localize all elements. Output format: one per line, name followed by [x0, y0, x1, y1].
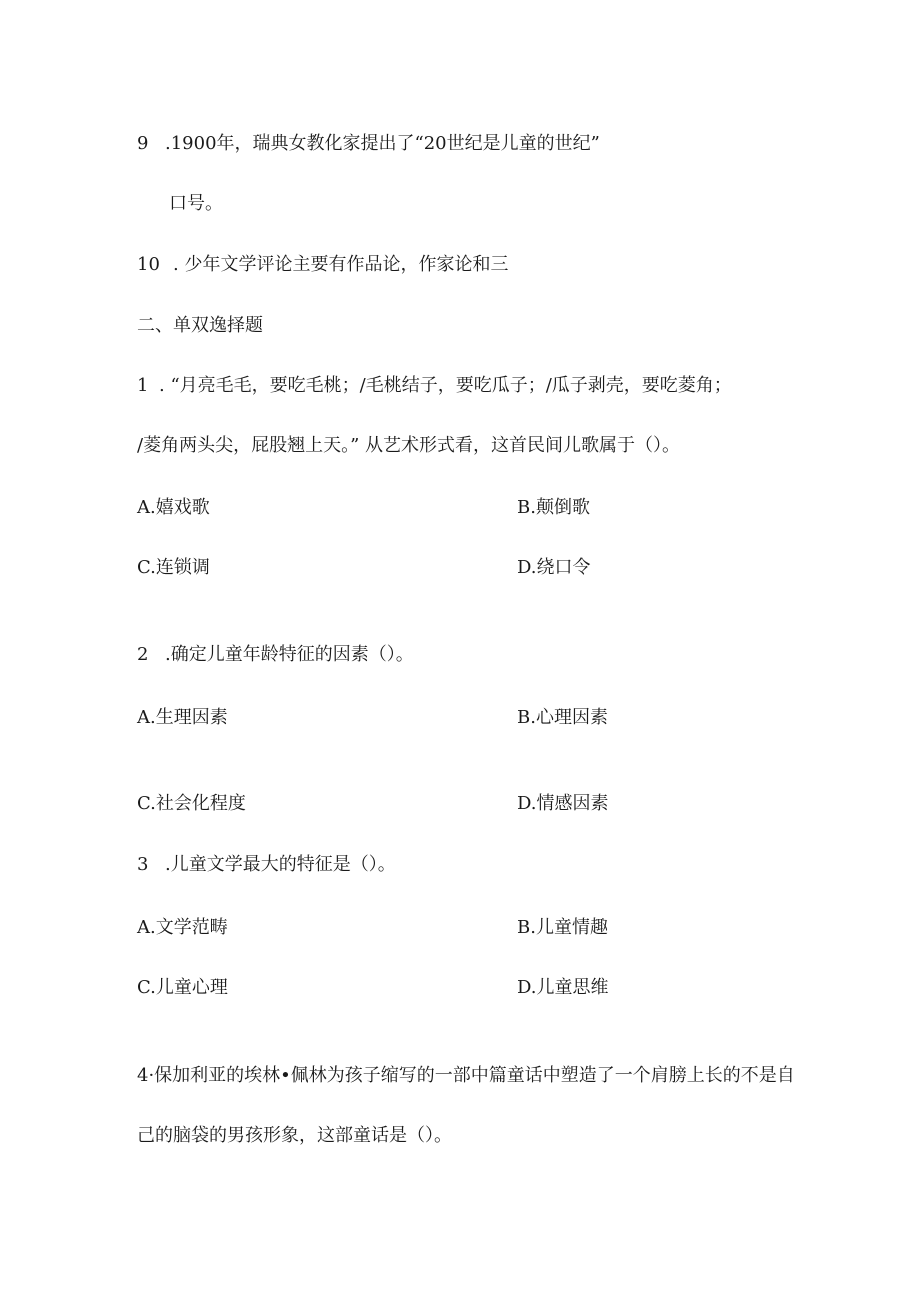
question-10-text: . 少年文学评论主要有作品论，作家论和三	[173, 254, 509, 275]
question-10-number: 10	[137, 254, 160, 275]
question-2-text: .确定儿童年龄特征的因素（）。	[165, 644, 414, 665]
question-3	[137, 853, 396, 877]
section-heading: 二、单双逸择题	[137, 315, 263, 336]
question-2-number: 2	[137, 644, 149, 665]
question-1-option-b[interactable]: B.颠倒歌	[517, 497, 590, 518]
question-1-number: 1	[137, 375, 149, 396]
question-9	[137, 132, 600, 156]
question-3-option-d[interactable]: D.儿童思维	[517, 977, 609, 998]
question-10	[137, 253, 508, 277]
question-2-option-b[interactable]: B.心理因素	[517, 707, 608, 728]
question-3-option-c[interactable]: C.儿童心理	[137, 977, 228, 998]
question-3-option-a[interactable]: A.文学范畴	[137, 917, 228, 938]
question-1-line2: /菱角两头尖，屁股翘上天。” 从艺术形式看，这首民间儿歌属于（）。	[137, 435, 680, 456]
question-2-option-a[interactable]: A.生理因素	[137, 707, 228, 728]
question-1-text: . “月亮毛毛，要吃毛桃；/毛桃结子，要吃瓜子；/瓜子剥壳，要吃菱角；	[159, 375, 732, 396]
question-3-number: 3	[137, 854, 149, 875]
question-1-option-a[interactable]: A.嬉戏歌	[137, 497, 210, 518]
question-4: 4·保加利亚的埃林•佩林为孩子缩写的一部中篇童话中塑造了一个肩膀上长的不是自	[137, 1065, 795, 1086]
question-1-option-d[interactable]: D.绕口令	[517, 557, 591, 578]
question-4-line2: 己的脑袋的男孩形象，这部童话是（）。	[137, 1125, 452, 1146]
question-2	[137, 643, 414, 667]
question-1	[137, 374, 732, 398]
question-3-option-b[interactable]: B.儿童情趣	[517, 917, 608, 938]
question-9-text: .1900年，瑞典女教化家提出了“20世纪是儿童的世纪”	[165, 133, 600, 154]
question-1-option-c[interactable]: C.连锁调	[137, 557, 210, 578]
question-2-option-d[interactable]: D.情感因素	[517, 793, 609, 814]
question-2-option-c[interactable]: C.社会化程度	[137, 793, 246, 814]
question-9-continuation: 口号。	[169, 193, 223, 214]
question-3-text: .儿童文学最大的特征是（）。	[165, 854, 396, 875]
question-9-number: 9	[137, 133, 149, 154]
